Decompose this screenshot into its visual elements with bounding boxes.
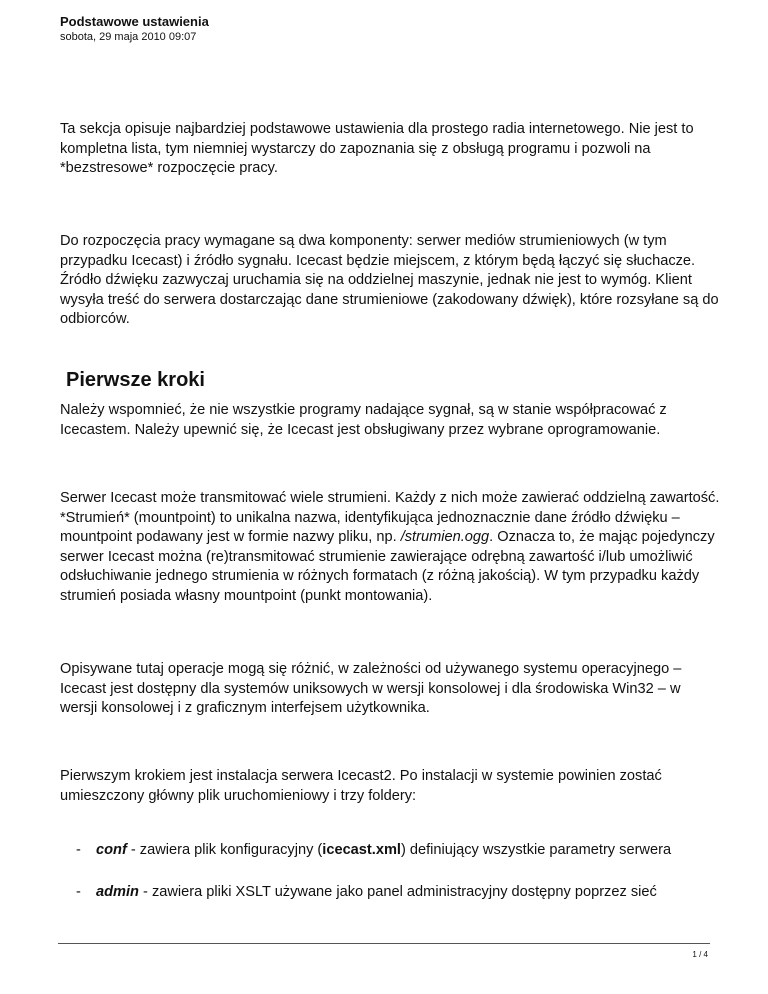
- mountpoint-text-end: . Oznacza to, że mając pojedynczy serwer Icecast można (re)transmitować strumienie zawierające odrębną zawartość i/lub umożliwić odsłuchiwanie jednego strumienia w różnych formatach (z różną jakością). W tym przypadku każdy strumień posiada własny mountpoint (punkt montowania).: [60, 529, 715, 604]
- list-item-conf: [76, 841, 671, 861]
- document-title: Podstawowe ustawienia: [60, 14, 209, 29]
- admin-desc: - zawiera pliki XSLT używane jako panel administracyjny dostępny poprzez sieć: [138, 884, 657, 900]
- conf-desc-end: ) definiujący wszystkie parametry serwera: [400, 842, 672, 858]
- mountpoint-example: /strumien.ogg: [400, 529, 490, 546]
- intro-paragraph-1: Ta sekcja opisuje najbardziej podstawowe ustawienia dla prostego radia internetowego. Nie jest to kompletna lista, tym niemniej wystarczy do zapoznania się z obsługą programu i pozwoli na *bezstresowe* rozpoczęcie pracy.: [60, 121, 694, 177]
- list-item-admin: [76, 883, 657, 903]
- install-paragraph: Pierwszym krokiem jest instalacja serwera Icecast2. Po instalacji w systemie powinien zostać umieszczony główny plik uruchomieniowy i trzy foldery:: [60, 768, 662, 804]
- intro-paragraph-3: Należy wspomnieć, że nie wszystkie programy nadające sygnał, są w stanie współpracować z Icecastem. Należy upewnić się, że Icecast jest obsługiwany przez wybrane oprogramowanie.: [60, 402, 667, 438]
- folder-name-admin: admin: [96, 884, 139, 900]
- config-file-name: icecast.xml: [322, 842, 401, 858]
- footer-divider: [58, 943, 710, 944]
- document-date: sobota, 29 maja 2010 09:07: [60, 31, 197, 43]
- section-heading: Pierwsze kroki: [66, 369, 205, 391]
- list-dash: -: [76, 842, 81, 858]
- intro-paragraph-2: Do rozpoczęcia pracy wymagane są dwa komponenty: serwer mediów strumieniowych (w tym przypadku Icecast) i źródło sygnału. Icecast będzie miejscem, z którym będą łączyć się słuchacze. Źródło dźwięku zazwyczaj uruchamia się na oddzielnej maszynie, jednak nie jest to wymóg. Klient wysyła treść do serwera dostarczając dane strumieniowe (zakodowany dźwięk), które rozsyłane są do odbiorców.: [60, 233, 719, 328]
- document-header: [60, 14, 209, 44]
- list-dash: -: [76, 884, 81, 900]
- page-number: 1 / 4: [692, 950, 708, 959]
- folder-name-conf: conf: [96, 842, 127, 858]
- mountpoint-paragraph: [60, 489, 720, 607]
- os-paragraph: Opisywane tutaj operacje mogą się różnić, w zależności od używanego systemu operacyjnego – Icecast jest dostępny dla systemów uniksowych w wersji konsolowej i dla środowiska Win32 – w wersji konsolowej i z graficznym interfejsem użytkownika.: [60, 661, 682, 717]
- conf-desc-start: - zawiera plik konfiguracyjny (: [126, 842, 323, 858]
- mountpoint-text-start: Serwer Icecast może transmitować wiele strumieni. Każdy z nich może zawierać oddzielną zawartość. *Strumień* (mountpoint) to unikalna nazwa, identyfikująca jednoznacznie dane źródło dźwięku – mountpoint podawany jest w formie nazwy pliku, np.: [60, 490, 720, 546]
